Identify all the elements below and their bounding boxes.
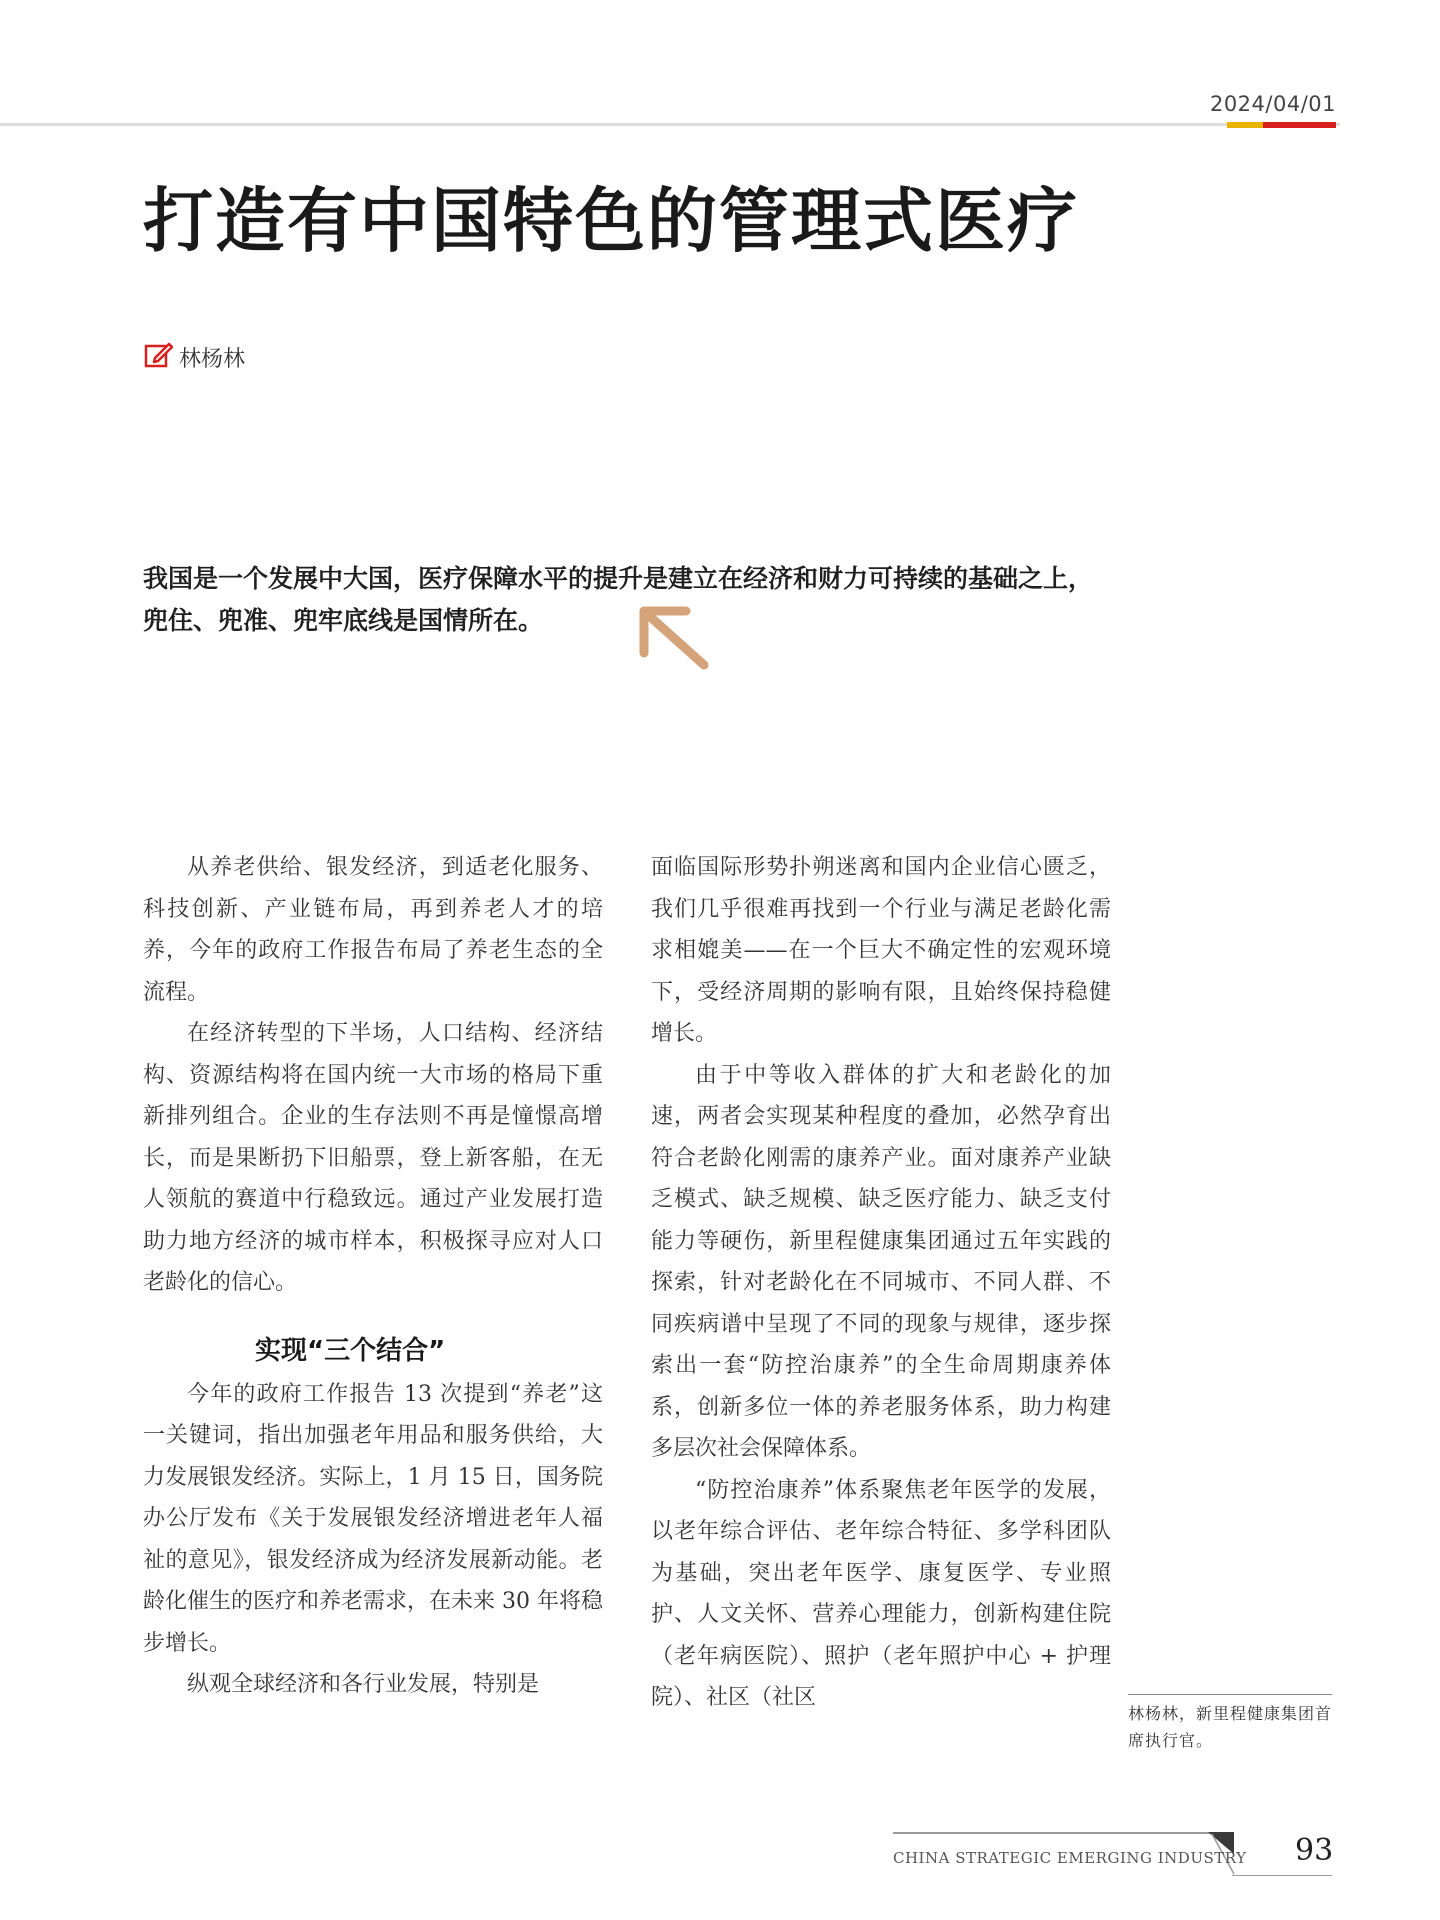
accent-bar-yellow [1227,122,1263,128]
footer-rule-2 [1232,1875,1332,1876]
journal-name: CHINA STRATEGIC EMERGING INDUSTRY [893,1849,1247,1867]
paragraph: “防控治康养”体系聚焦老年医学的发展，以老年综合评估、老年综合特征、多学科团队为基础，突出老年医学、康复医学、专业照护、人文关怀、营养心理能力，创新构建住院（老年病医院）、照护（老年照护中心 + 护理院）、社区（社区 [651,1477,1111,1710]
paragraph: 从养老供给、银发经济，到适老化服务、科技创新、产业链布局，再到养老人才的培养，今年的政府工作报告布局了养老生态的全流程。 [143,855,603,1005]
issue-date: 2024/04/01 [1209,92,1336,116]
paragraph: 由于中等收入群体的扩大和老龄化的加速，两者会实现某种程度的叠加，必然孕育出符合老龄化刚需的康养产业。面对康养产业缺乏模式、缺乏规模、缺乏医疗能力、缺乏支付能力等硬伤，新里程健康集团通过五年实践的探索，针对老龄化在不同城市、不同人群、不同疾病谱中呈现了不同的现象与规律，逐步探索出一套“防控治康养”的全生命周期康养体系，创新多位一体的养老服务体系，助力构建多层次社会保障体系。 [651,1062,1111,1461]
edit-icon [143,340,173,374]
paragraph: 面临国际形势扑朔迷离和国内企业信心匮乏，我们几乎很难再找到一个行业与满足老龄化需求相媲美——在一个巨大不确定性的宏观环境下，受经济周期的影响有限，且始终保持稳健增长。 [651,855,1111,1046]
section-heading: 实现“三个结合” [255,1335,446,1366]
paragraph: 在经济转型的下半场，人口结构、经济结构、资源结构将在国内统一大市场的格局下重新排列组合。企业的生存法则不再是憧憬高增长，而是果断扔下旧船票，登上新客船，在无人领航的赛道中行稳致远。通过产业发展打造助力地方经济的城市样本，积极探寻应对人口老龄化的信心。 [143,1021,603,1295]
paragraph: 纵观全球经济和各行业发展，特别是 [187,1672,540,1697]
author-name: 林杨林 [179,346,246,372]
abstract-line: 我国是一个发展中大国，医疗保障水平的提升是建立在经济和财力可持续的基础之上， [143,564,1094,593]
paragraph: 今年的政府工作报告 13 次提到“养老”这一关键词，指出加强老年用品和服务供给，大力发展银发经济。实际上，1 月 15 日，国务院办公厅发布《关于发展银发经济增进老年人福祉的意见》，银发经济成为经济发展新动能。老龄化催生的医疗和养老需求，在未来 30 年将稳步增长。 [143,1381,603,1656]
abstract [143,558,1293,642]
author-note: 林杨林，新里程健康集团首席执行官。 [1128,1704,1333,1750]
abstract-line: 兜住、兜准、兜牢底线是国情所在。 [143,606,544,635]
arrow-up-left-icon [636,603,712,677]
article-title: 打造有中国特色的管理式医疗 [143,180,1079,262]
body-column-right [651,847,1111,1719]
accent-bar-red [1263,122,1336,128]
byline [143,340,245,374]
page-number: 93 [1295,1833,1334,1868]
note-rule [1128,1694,1332,1695]
footer-rule [893,1832,1215,1834]
body-column-left [143,847,603,1706]
header-rule [0,123,1340,126]
